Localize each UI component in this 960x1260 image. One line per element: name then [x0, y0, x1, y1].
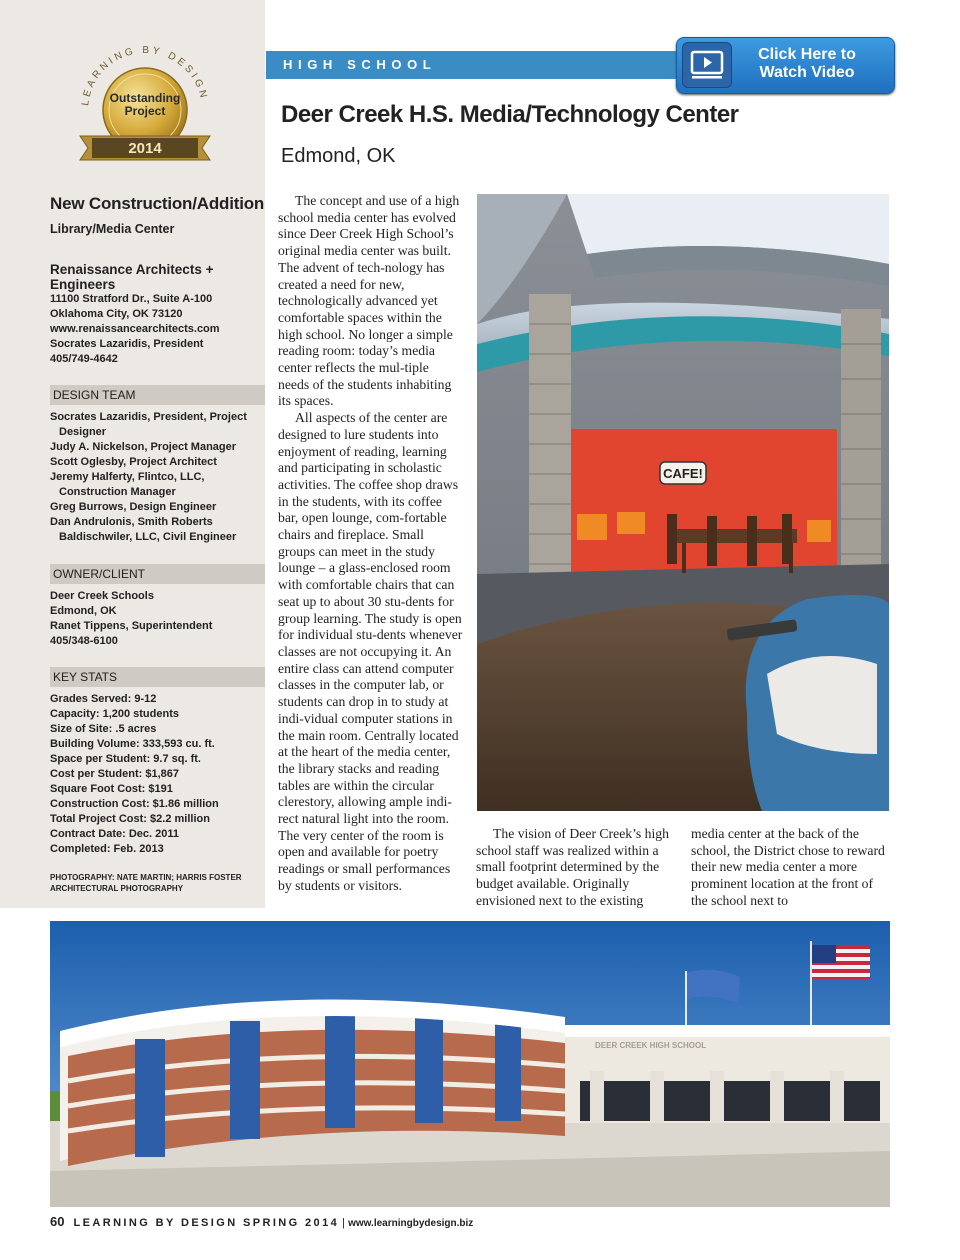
list-item: Cost per Student: $1,867 [50, 768, 179, 780]
paragraph: All aspects of the center are designed to lure students into enjoyment of reading, learning and participating in scholastic activities. The coffee shop draws in the students, with its coffee bar, open lounge, com-fortable chairs and fireplace. Small groups can meet in the study lounge – a glass-enclosed room with comfortable chairs that can seat up to about 30 stu-dents for group learning. The study is open for individual stu-dents whenever classes are not occupying it. An entire class can attend computer classes in the computer lab, or students can drop in to study at indi-vidual computer stations in the main room. Centrally located at the heart of the media center, the library stacks and reading tables are within the circular clerestory, allowing ample indi-rect natural light into the room. The very center of the room is open and available for poetry readings or small performances by students or visitors. [278, 410, 463, 893]
list-item: Edmond, OK [50, 605, 117, 617]
interior-photo [477, 194, 889, 811]
owner-heading: OWNER/CLIENT [50, 564, 265, 584]
firm-contact: Socrates Lazaridis, President [50, 338, 204, 350]
list-item: Grades Served: 9-12 [50, 693, 157, 705]
photo-credit-line2: ARCHITECTURAL PHOTOGRAPHY [50, 884, 184, 893]
firm-website[interactable]: www.renaissancearchitects.com [50, 323, 220, 335]
article-column-2 [476, 826, 681, 910]
list-item: Judy A. Nickelson, Project Manager [50, 441, 237, 453]
article-column-1 [278, 193, 463, 895]
list-item: Jeremy Halferty, Flintco, LLC, [50, 471, 205, 483]
list-item: Designer [59, 426, 107, 438]
list-item: Space per Student: 9.7 sq. ft. [50, 753, 201, 765]
list-item: Baldischwiler, LLC, Civil Engineer [59, 531, 237, 543]
firm-block [50, 262, 265, 367]
paragraph: media center at the back of the school, the District chose to reward their new media center a more prominent location at the front of the school next to [691, 826, 885, 908]
watch-video-label[interactable] [744, 46, 870, 82]
list-item: 405/348-6100 [50, 635, 118, 647]
video-label-line1[interactable]: Click Here to [758, 46, 856, 63]
design-team-heading: DESIGN TEAM [50, 385, 265, 405]
page-footer [50, 1214, 473, 1229]
photo-credit-line1: PHOTOGRAPHY: NATE MARTIN; HARRIS FOSTER [50, 873, 242, 882]
list-item: Completed: Feb. 2013 [50, 843, 164, 855]
badge-line1: Outstanding [109, 91, 181, 105]
list-item: Capacity: 1,200 students [50, 708, 179, 720]
video-play-icon[interactable] [682, 42, 732, 88]
list-item: Size of Site: .5 acres [50, 723, 157, 735]
exterior-school-sign: DEER CREEK HIGH SCHOOL [595, 1041, 707, 1050]
cafe-sign: CAFE! [663, 466, 703, 481]
list-item: Dan Andrulonis, Smith Roberts [50, 516, 213, 528]
list-item: Construction Cost: $1.86 million [50, 798, 219, 810]
list-item: Total Project Cost: $2.2 million [50, 813, 210, 825]
design-team-list [50, 410, 265, 545]
badge-year: 2014 [128, 140, 162, 157]
badge-arc-text: LEARNING BY DESIGN [80, 44, 210, 107]
key-stats-list [50, 692, 265, 857]
list-item: Greg Burrows, Design Engineer [50, 501, 217, 513]
article-column-3 [691, 826, 890, 910]
exterior-photo [50, 921, 890, 1207]
photo-credit [50, 872, 265, 894]
outstanding-project-badge [70, 32, 220, 182]
project-category: New Construction/Addition [50, 194, 265, 213]
list-item: Contract Date: Dec. 2011 [50, 828, 179, 840]
firm-name-line2: Engineers [50, 277, 116, 292]
article-location: Edmond, OK [281, 145, 396, 167]
list-item: Ranet Tippens, Superintendent [50, 620, 213, 632]
badge-line2: Project [124, 104, 166, 118]
firm-name-line1: Renaissance Architects + [50, 262, 214, 277]
article-title: Deer Creek H.S. Media/Technology Center [281, 101, 739, 128]
paragraph: The vision of Deer Creek’s high school staff was realized within a small footprint determined by the budget available. Originally envisioned next to the existing [476, 826, 669, 908]
firm-address1: 11100 Stratford Dr., Suite A-100 [50, 293, 213, 305]
list-item: Scott Oglesby, Project Architect [50, 456, 217, 468]
list-item: Construction Manager [59, 486, 176, 498]
list-item: Socrates Lazaridis, President, Project [50, 411, 247, 423]
paragraph: The concept and use of a high school media center has evolved since Deer Creek High School’s original media center was built. The advent of tech-nology has created a need for new, technologically advanced yet comfortable spaces within the high school. No longer a simple reading room: today’s media center reflects the mul-tiple needs of the students inhabiting its spaces. [278, 193, 460, 409]
list-item: Square Foot Cost: $191 [50, 783, 173, 795]
list-item: Building Volume: 333,593 cu. ft. [50, 738, 215, 750]
video-label-line2[interactable]: Watch Video [759, 64, 855, 81]
firm-address2: Oklahoma City, OK 73120 [50, 308, 183, 320]
page-number: 60 [50, 1214, 65, 1229]
key-stats-heading: KEY STATS [50, 667, 265, 687]
footer-separator: | [342, 1217, 346, 1229]
firm-phone: 405/749-4642 [50, 353, 118, 365]
list-item: Deer Creek Schools [50, 590, 154, 602]
section-label: HIGH SCHOOL [283, 57, 437, 72]
owner-list [50, 589, 265, 649]
project-subcategory: Library/Media Center [50, 222, 175, 236]
magazine-name: LEARNING BY DESIGN SPRING 2014 [73, 1217, 340, 1229]
footer-url[interactable]: www.learningbydesign.biz [348, 1218, 474, 1229]
project-category-block [50, 194, 265, 236]
